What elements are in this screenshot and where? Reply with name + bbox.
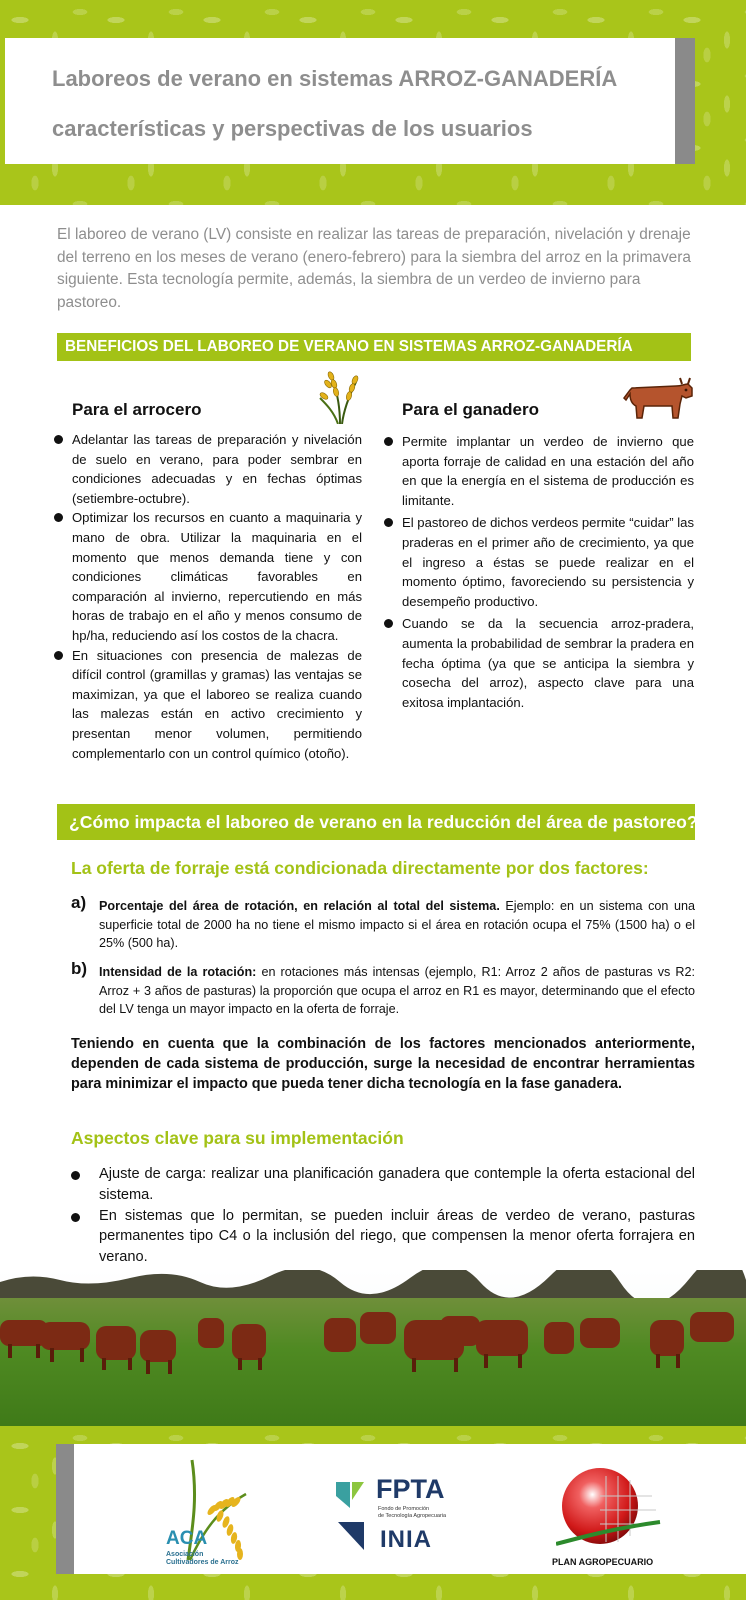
list-item <box>56 430 362 508</box>
list-item <box>56 508 362 645</box>
bullet-icon <box>71 1213 80 1222</box>
plan-agropecuario-logo-text: PLAN AGROPECUARIO <box>552 1557 654 1567</box>
bullet-icon <box>71 1171 80 1180</box>
factor-text <box>99 897 695 953</box>
cow-icon <box>622 374 694 424</box>
factor-b <box>71 959 695 1019</box>
intro-paragraph: El laboreo de verano (LV) consiste en realizar las tareas de preparación, nivelación y drenaje del terreno en los meses de verano (enero-febrero) para la siembra del arroz en la primavera siguiente. Esta tecnología permite, además, la siembra de un verdeo de invierno para pastoreo. <box>57 226 691 311</box>
rice-plant-icon <box>318 368 362 424</box>
list-item-text: Permite implantar un verdeo de invierno que aporta forraje de calidad en una estación del año en que la energía en el sistema de producción es limitante. <box>402 434 694 508</box>
fpta-logo-abbr: FPTA <box>376 1474 445 1504</box>
page-title-line-2: características y perspectivas de los usuarios <box>52 116 533 141</box>
factor-a <box>71 893 695 953</box>
page-title-line-1: Laboreos de verano en sistemas ARROZ-GANADERÍA <box>52 66 618 91</box>
factor-bold-text: Porcentaje del área de rotación, en relación al total del sistema. <box>99 899 500 913</box>
bullet-icon <box>54 513 63 522</box>
aca-logo-abbr: ACA <box>166 1528 208 1549</box>
rice-grower-heading: Para el arrocero <box>72 400 202 419</box>
bullet-icon <box>54 651 63 660</box>
list-item-text: Optimizar los recursos en cuanto a maquinaria y mano de obra. Utilizar la maquinaria en el momento que menos demanda tiene y con condiciones climáticas favorables en comparación al invierno, repercutiendo en más horas de trabajo en el año y menos consumo de hp/ha, reduciendo así los costos de la chacra. <box>72 510 362 643</box>
list-item-text: Ajuste de carga: realizar una planificación ganadera que contemple la oferta estacional del sistema. <box>99 1166 695 1203</box>
list-item-text: En sistemas que lo permitan, se pueden incluir áreas de verdeo de verano, pasturas permanentes tipo C4 o la inclusión del riego, que compensen la menor oferta forrajera en verano. <box>99 1207 695 1266</box>
list-item <box>386 432 694 510</box>
aspects-heading: Aspectos clave para su implementación <box>71 1128 404 1148</box>
plan-agropecuario-logo-icon <box>556 1466 662 1552</box>
cattle-rancher-heading: Para el ganadero <box>402 400 540 419</box>
factor-letter: a) <box>71 893 87 912</box>
title-box <box>5 38 695 164</box>
bullet-icon <box>384 518 393 527</box>
logo-panel-accent-bar <box>56 1444 74 1574</box>
aspects-list <box>71 1164 695 1268</box>
benefits-heading: BENEFICIOS DEL LABOREO DE VERANO EN SISTEMAS ARROZ-GANADERÍA <box>57 333 691 361</box>
factor-text <box>99 963 695 1019</box>
factor-bold-text: Intensidad de la rotación: <box>99 965 257 979</box>
bullet-icon <box>54 435 63 444</box>
list-item <box>386 614 694 712</box>
forage-subheading: La oferta de forraje está condicionada directamente por dos factores: <box>71 858 649 878</box>
aca-logo-name-line-1: Asociación <box>166 1551 204 1558</box>
fpta-logo-sub-line-1: Fondo de Promoción <box>378 1506 430 1512</box>
factor-letter: b) <box>71 959 88 978</box>
list-item-text: El pastoreo de dichos verdeos permite “cuidar” las praderas en el primer año de crecimiento, ya que el ingreso a éstas se puede realizar en el momento óptimo, favoreciendo su persistencia y desempeño productivo. <box>402 515 694 609</box>
rice-benefits-list <box>56 430 362 763</box>
inia-logo-text: INIA <box>380 1526 432 1553</box>
title-accent-bar <box>675 38 695 164</box>
list-item-text: Adelantar las tareas de preparación y nivelación de suelo en verano, para poder sembrar en condiciones adecuadas y en fechas óptimas (setiembre-octubre). <box>72 432 362 506</box>
cattle-benefits-list <box>386 432 694 712</box>
factor-body-text: Ejemplo: en un sistema con una superficie total de 2000 ha no tiene el mismo impacto si el área en rotación ocupa el 75% (1500 ha) o el 25% (500 ha). <box>99 899 695 951</box>
list-item <box>56 646 362 764</box>
list-item <box>71 1206 695 1268</box>
list-item <box>386 513 694 611</box>
factor-body-text: en rotaciones más intensas (ejemplo, R1: Arroz 2 años de pasturas vs R2: Arroz + 3 años de pasturas) la proporción que ocupa el arroz en R1 es mayor, determinando que el efecto del LV tenga un mayor impacto en la oferta de forraje. <box>99 965 695 1017</box>
cattle-pasture-photo <box>0 1270 746 1426</box>
fpta-logo-sub-line-2: de Tecnología Agropecuaria <box>378 1513 447 1519</box>
list-item <box>71 1164 695 1206</box>
aca-logo-name-line-2: Cultivadores de Arroz <box>166 1559 239 1566</box>
fpta-logo-icon <box>334 1478 380 1552</box>
bullet-icon <box>384 437 393 446</box>
impact-heading: ¿Cómo impacta el laboreo de verano en la reducción del área de pastoreo? <box>57 804 695 840</box>
bullet-icon <box>384 619 393 628</box>
list-item-text: Cuando se da la secuencia arroz-pradera, aumenta la probabilidad de sembrar la pradera en fecha óptima (ya que se anticipa la siembra y cosecha del arroz), aspecto clave para una exitosa implantación. <box>402 616 694 710</box>
conclusion-paragraph: Teniendo en cuenta que la combinación de los factores mencionados anteriormente, dependen de cada sistema de producción, surge la necesidad de encontrar herramientas para minimizar el impacto que pueda tener dicha tecnología en la fase ganadera. <box>71 1036 695 1092</box>
list-item-text: En situaciones con presencia de malezas de difícil control (gramillas y gramas) las ventajas se maximizan, ya que el laboreo se realiza cuando las malezas están en activo crecimiento y presentan menor volumen, permitiendo complementarlo con un control químico (otoño). <box>72 647 362 761</box>
